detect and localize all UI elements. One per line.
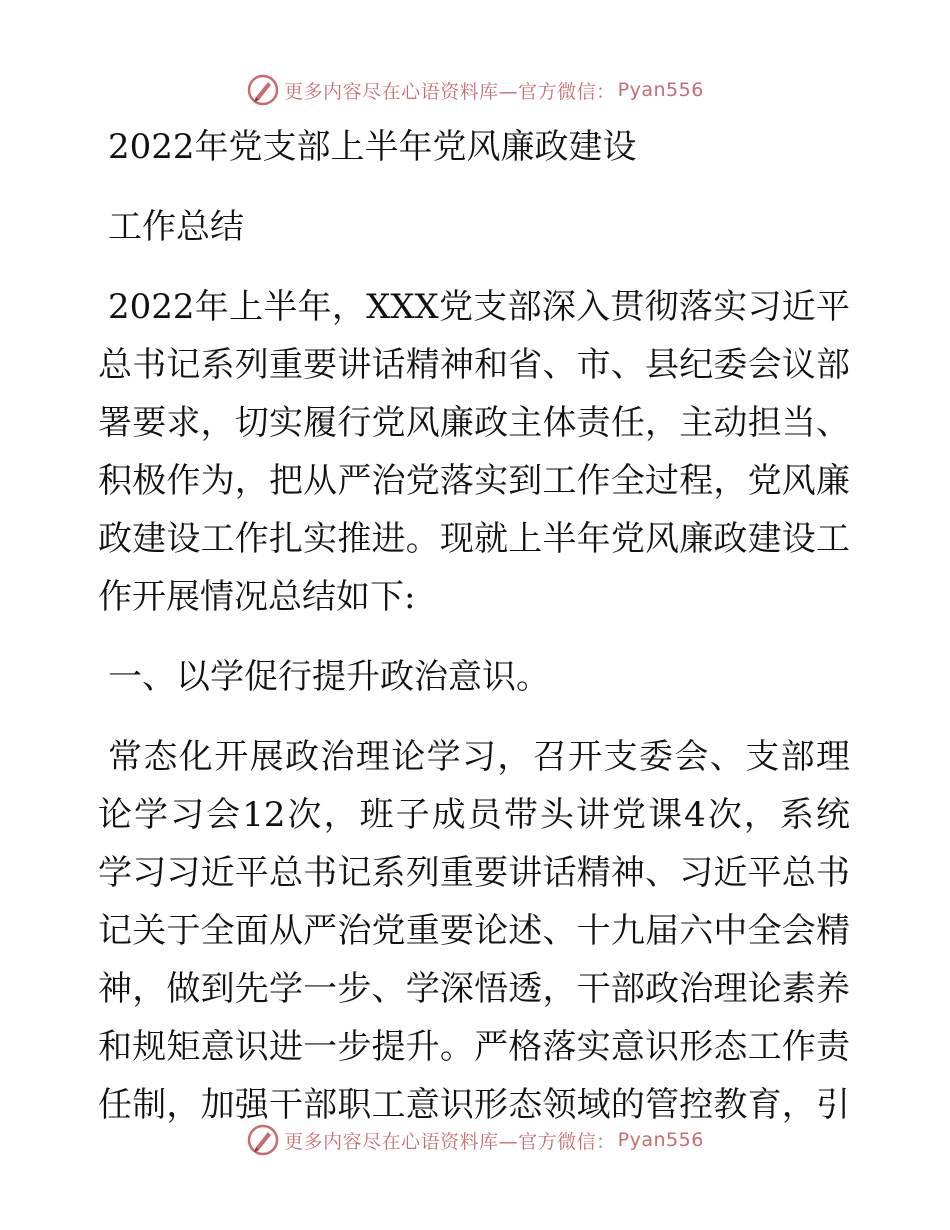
section-1-line: 和规矩意识进一步提升。严格落实意识形态工作责 (98, 1027, 850, 1067)
document-body (98, 118, 850, 1134)
pen-logo-icon (246, 1123, 280, 1157)
pen-logo-icon (246, 73, 280, 107)
intro-line: 署要求，切实履行党风廉政主体责任，主动担当、 (98, 403, 850, 443)
section-1-line: 学习习近平总书记系列重要讲话精神、习近平总书 (98, 853, 850, 893)
watermark-text: 更多内容尽在心语资料库—官方微信： (284, 80, 616, 103)
intro-line: 政建设工作扎实推进。现就上半年党风廉政建设工 (98, 519, 850, 559)
intro-line: 2022年上半年，XXX党支部深入贯彻落实习近平 (108, 287, 850, 327)
section-1-line: 神，做到先学一步、学深悟透，干部政治理论素养 (98, 969, 850, 1009)
section-1-heading: 一、以学促行提升政治意识。 (108, 657, 550, 697)
intro-line: 积极作为，把从严治党落实到工作全过程，党风廉 (98, 461, 850, 501)
watermark-wechat-id: Pyan556 (617, 79, 704, 101)
watermark-wechat-id: Pyan556 (617, 1129, 704, 1151)
watermark-text: 更多内容尽在心语资料库—官方微信： (284, 1130, 616, 1153)
document-title-line-2: 工作总结 (108, 207, 244, 247)
section-1-line: 常态化开展政治理论学习，召开支委会、支部理 (108, 737, 850, 777)
section-1-line: 任制，加强干部职工意识形态领域的管控教育，引 (98, 1085, 850, 1125)
document-title-line-1: 2022年党支部上半年党风廉政建设 (108, 127, 637, 167)
intro-line: 总书记系列重要讲话精神和省、市、县纪委会议部 (98, 345, 850, 385)
section-1-line: 论学习会12次，班子成员带头讲党课4次，系统 (98, 795, 850, 835)
watermark-footer (0, 1120, 950, 1160)
watermark-header (0, 70, 950, 110)
intro-line: 作开展情况总结如下: (98, 577, 416, 617)
section-1-line: 记关于全面从严治党重要论述、十九届六中全会精 (98, 911, 850, 951)
